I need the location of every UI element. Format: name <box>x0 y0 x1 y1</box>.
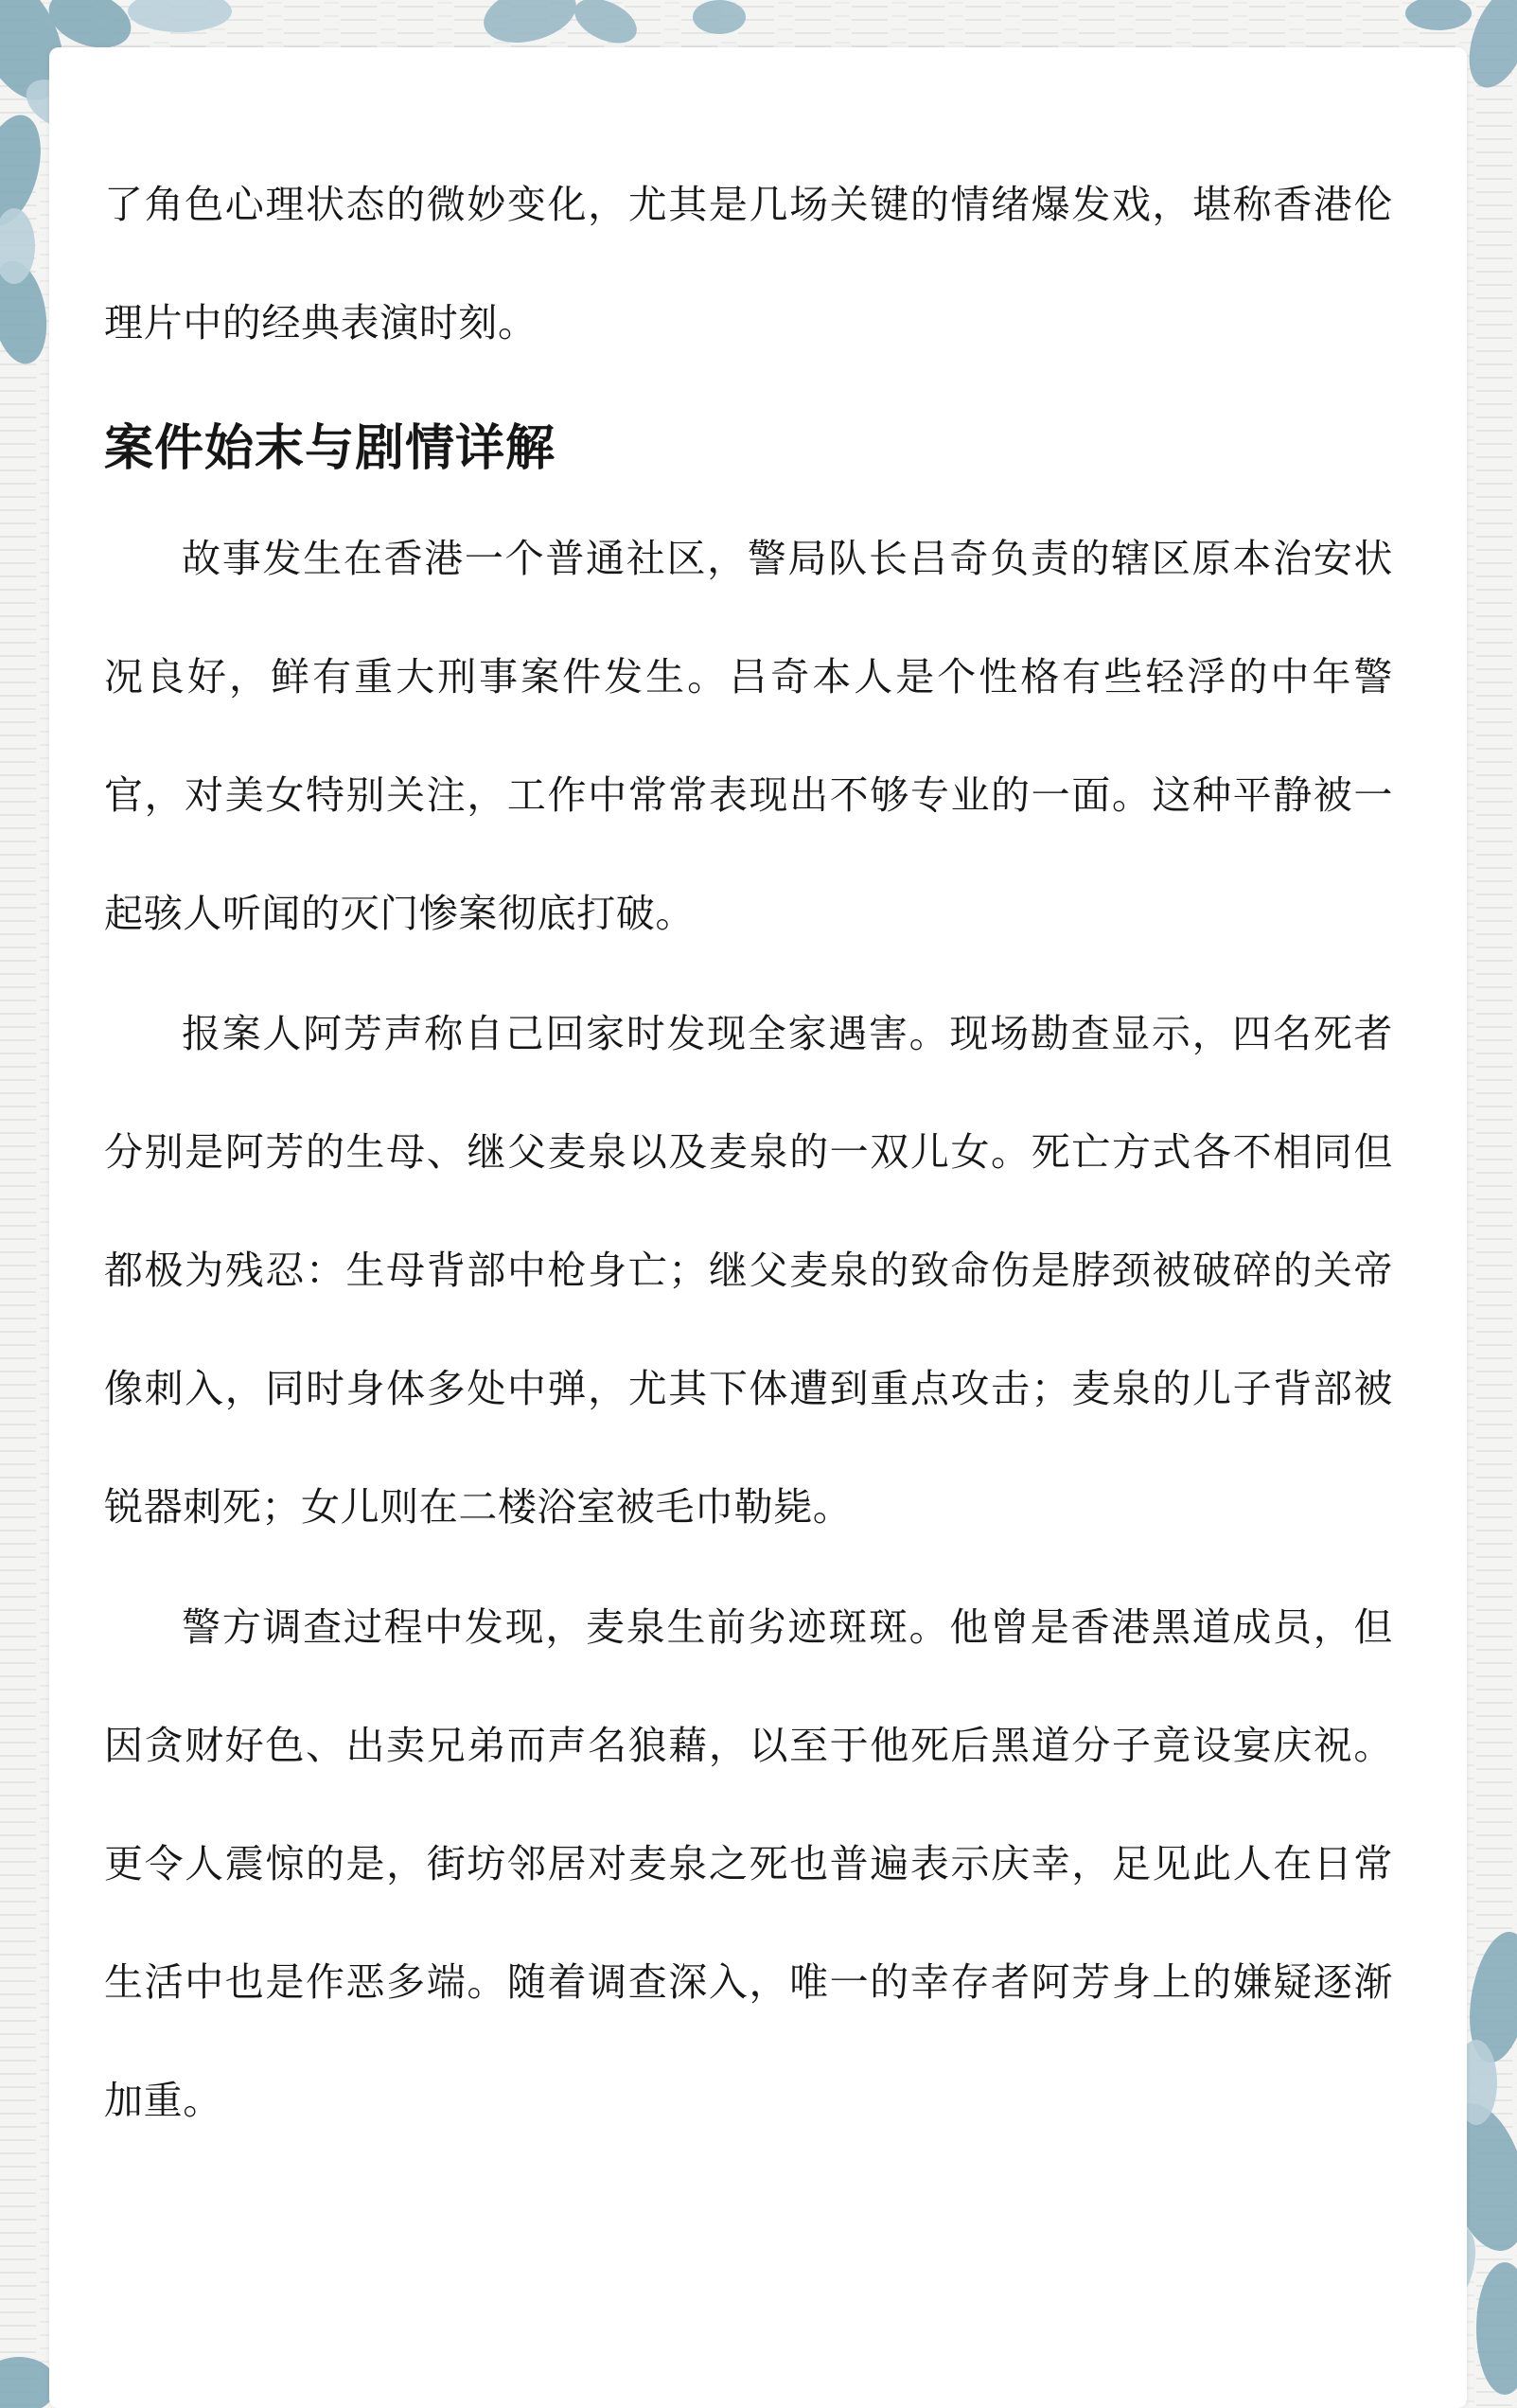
body-paragraph-2: 报案人阿芳声称自己回家时发现全家遇害。现场勘查显示，四名死者分别是阿芳的生母、继父麦泉以及麦泉的一双儿女。死亡方式各不相同但都极为残忍：生母背部中枪身亡；继父麦泉的致命伤是脖颈被破碎的关帝像刺入，同时身体多处中弹，尤其下体遭到重点攻击；麦泉的儿子背部被锐器刺死；女儿则在二楼浴室被毛巾勒毙。 <box>104 1011 1393 1530</box>
intro-paragraph: 了角色心理状态的微妙变化，尤其是几场关键的情绪爆发戏，堪称香港伦理片中的经典表演时刻。 <box>104 182 1393 345</box>
body-paragraph-3: 警方调查过程中发现，麦泉生前劣迹斑斑。他曾是香港黑道成员，但因贪财好色、出卖兄弟而声名狼藉，以至于他死后黑道分子竟设宴庆祝。更令人震惊的是，街坊邻居对麦泉之死也普遍表示庆幸，足见此人在日常生活中也是作恶多端。随着调查深入，唯一的幸存者阿芳身上的嫌疑逐渐加重。 <box>104 1604 1393 2123</box>
section-heading: 案件始末与剧情详解 <box>104 420 556 477</box>
body-paragraph-1: 故事发生在香港一个普通社区，警局队长吕奇负责的辖区原本治安状况良好，鲜有重大刑事案件发生。吕奇本人是个性格有些轻浮的中年警官，对美女特别关注，工作中常常表现出不够专业的一面。这种平静被一起骇人听闻的灭门惨案彻底打破。 <box>104 536 1393 936</box>
article-card <box>49 47 1467 2408</box>
article-body <box>104 167 1393 2160</box>
